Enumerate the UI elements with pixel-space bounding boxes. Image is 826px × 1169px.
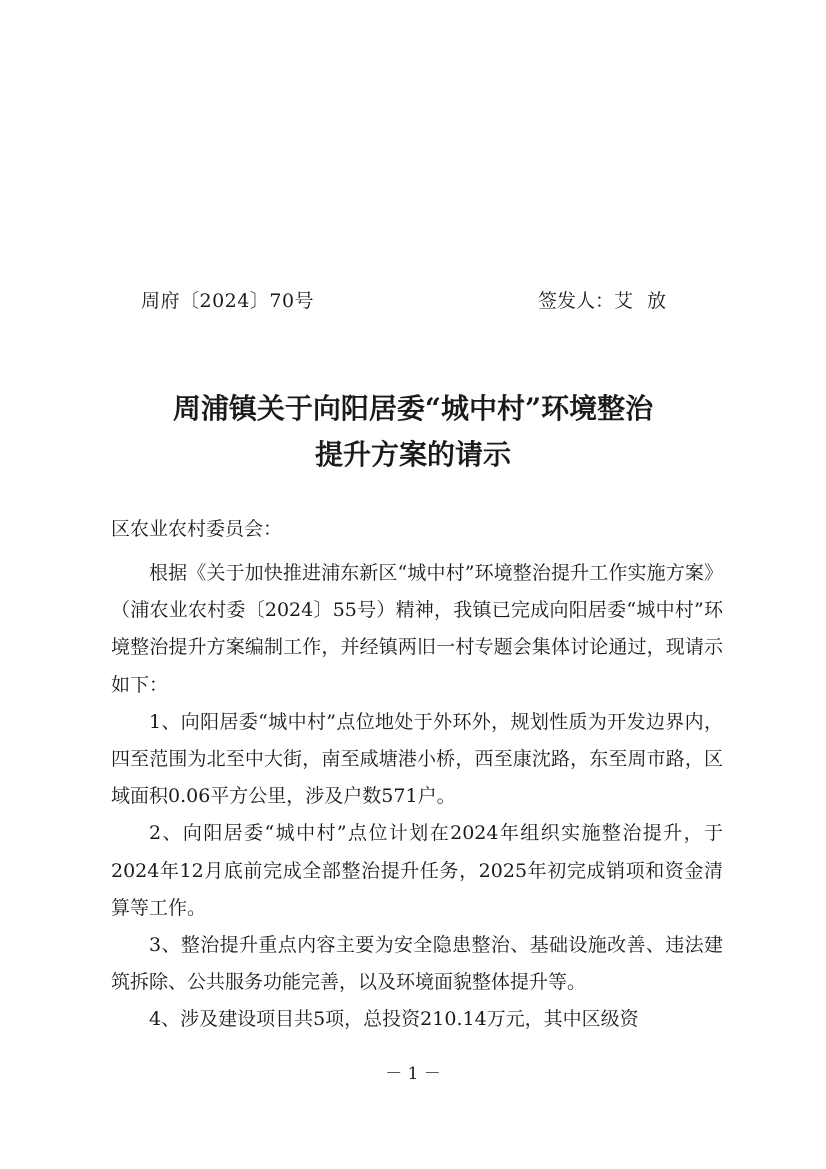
document-number: 周府〔2024〕70号 [141,290,315,312]
body-paragraph: 3、整治提升重点内容主要为安全隐患整治、基础设施改善、违法建筑拆除、公共服务功能完善，以及环境面貌整体提升等。 [111,934,723,994]
document-body [111,555,723,1039]
title-line-2: 提升方案的请示 [314,438,511,471]
document-title [0,386,826,478]
page-number: － 1 － [385,1064,441,1084]
body-paragraph: 1、向阳居委“城中村”点位地处于外环外，规划性质为开发边界内，四至范围为北至中大街，南至咸塘港小桥，西至康沈路，东至周市路，区域面积0.06平方公里，涉及户数571户。 [111,710,723,808]
signer-name: 艾放 [614,290,681,312]
signer-label: 签发人： [538,290,615,312]
body-paragraph: 根据《关于加快推进浦东新区“城中村”环境整治提升工作实施方案》（浦农业农村委〔2024〕55号）精神，我镇已完成向阳居委“城中村”环境整治提升方案编制工作，并经镇两旧一村专题会集体讨论通过，现请示如下： [111,562,723,696]
body-paragraph: 2、向阳居委“城中村”点位计划在2024年组织实施整治提升，于2024年12月底前完成全部整治提升任务，2025年初完成销项和资金清算等工作。 [111,822,723,919]
addressee: 区农业农村委员会： [111,518,283,540]
title-line-1: 周浦镇关于向阳居委“城中村”环境整治 [172,392,654,425]
signer-block [538,286,680,313]
body-paragraph: 4、涉及建设项目共5项，总投资210.14万元，其中区级资 [149,1008,639,1031]
